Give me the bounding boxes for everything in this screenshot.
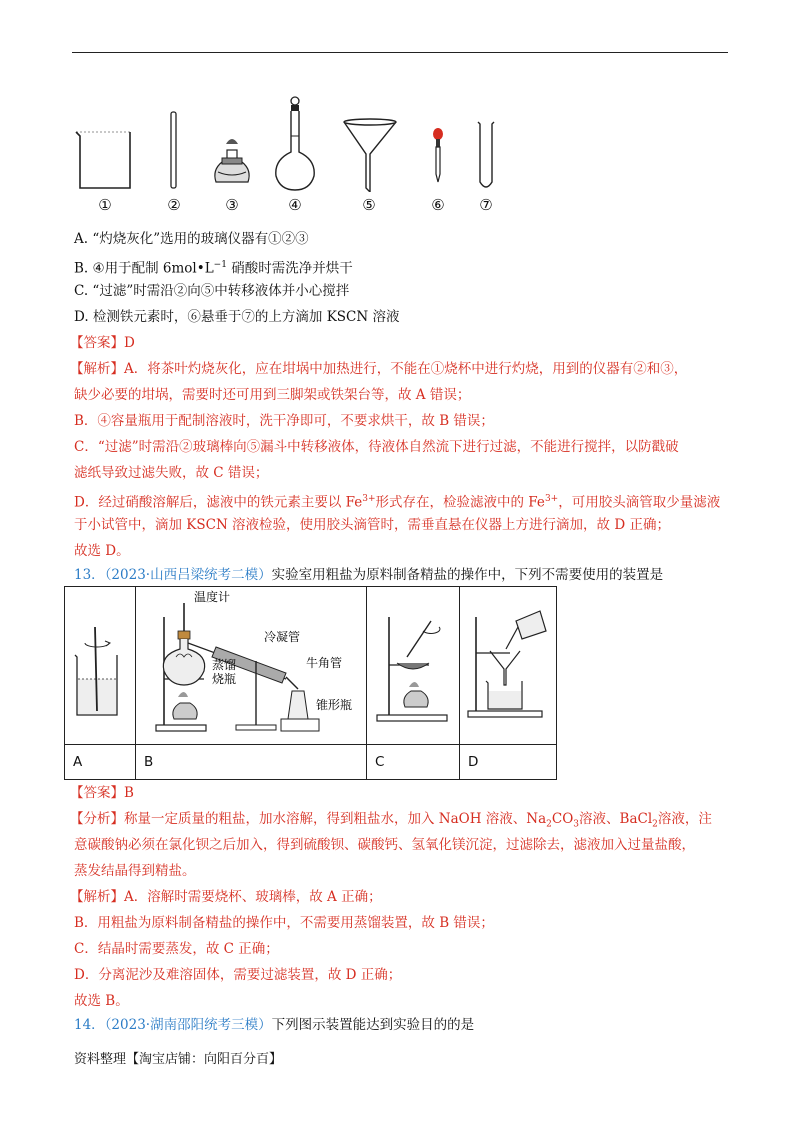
q12-analysis-2: 缺少必要的坩埚，需要时还可用到三脚架或铁架台等，故 A 错误； [74,387,471,403]
q13-fenxi-1: 【分析】称量一定质量的粗盐，加水溶解，得到粗盐水，加入 NaOH 溶液、$Na_2CO_3$溶液、BaCl$_2$溶液，注 [70,811,712,830]
apparatus-row [70,92,530,222]
label-5: ⑤ [362,196,376,214]
q14-stem: 14．（2023·湖南邵阳统考三模）下列图示装置能达到实验目的的是 [74,1017,475,1033]
label-3: ③ [225,196,239,214]
volumetric-flask-icon [270,92,320,192]
glass-rod-icon [164,92,184,192]
label-1: ① [98,196,112,214]
option-a-label: A [65,745,136,780]
q13-analysis-2: B．用粗盐为原料制备精盐的操作中，不需要用蒸馏装置，故 B 错误； [74,915,494,931]
beaker-icon [70,92,140,192]
q13-answer: 【答案】B [70,785,134,801]
label-6: ⑥ [431,196,445,214]
q12-analysis-6: D．经过硝酸溶解后，滤液中的铁元素主要以 $Fe^{3+}$形式存在，检验滤液中的 $Fe^{3+}$，可用胶头滴管取少量滤液 [74,494,721,511]
q13-analysis-4: D．分离泥沙及难溶固体，需要过滤装置，故 D 正确； [74,967,402,983]
funnel-icon [342,92,398,192]
option-d-label: D [460,745,557,780]
label-4: ④ [288,196,302,214]
dissolving-apparatus-icon [65,587,135,744]
q12-option-d: D. 检测铁元素时，⑥悬垂于⑦的上方滴加 KSCN 溶液 [74,309,400,325]
q12-answer: 【答案】D [70,335,135,351]
label-2: ② [167,196,181,214]
label-flask-1: 蒸馏 [212,658,237,672]
label-condenser: 冷凝管 [264,630,301,644]
q12-analysis-3: B．④容量瓶用于配制溶液时，洗干净即可，不要求烘干，故 B 错误； [74,413,494,429]
q12-option-a: A. “灼烧灰化”选用的玻璃仪器有①②③ [74,231,309,247]
option-c-label: C [367,745,460,780]
label-7: ⑦ [479,196,493,214]
label-adapter: 牛角管 [306,656,343,670]
q12-option-c: C. “过滤”时需沿②向⑤中转移液体并小心搅拌 [74,283,350,299]
option-b-label: B [136,745,367,780]
dropper-icon [426,92,450,192]
q13-stem: 13．（2023·山西吕梁统考二模）实验室用粗盐为原料制备精盐的操作中，下列不需要使用的装置是 [74,567,664,583]
distillation-apparatus-icon [136,587,366,744]
filtration-apparatus-icon [460,587,556,744]
q13-conclusion: 故选 B。 [74,993,129,1009]
q12-analysis-5: 滤纸导致过滤失败，故 C 错误； [74,465,269,481]
q13-fenxi-2: 意碳酸钠必须在氯化钡之后加入，得到硫酸钡、碳酸钙、氢氧化镁沉淀，过滤除去，滤液加入过量盐酸， [74,837,695,853]
header-rule [72,52,728,53]
label-conical-flask: 锥形瓶 [316,698,353,712]
q12-analysis-7: 于小试管中，滴加 KSCN 溶液检验，使用胶头滴管时，需垂直悬在仪器上方进行滴加，故 D 正确； [74,517,670,533]
q13-apparatus-table [64,586,557,780]
footer-note: 资料整理【淘宝店铺：向阳百分百】 [74,1052,283,1067]
alcohol-lamp-icon [210,92,254,192]
q13-fenxi-3: 蒸发结晶得到精盐。 [74,863,196,879]
q12-conclusion: 故选 D。 [74,543,130,559]
evaporation-apparatus-icon [367,587,459,744]
q12-analysis-1: 【解析】A．将茶叶灼烧灰化，应在坩埚中加热进行，不能在①烧杯中进行灼烧，用到的仪器有②和③， [70,361,688,377]
label-thermometer: 温度计 [194,590,231,604]
test-tube-icon [474,92,498,192]
label-flask-2: 烧瓶 [212,672,237,686]
q12-analysis-4: C．“过滤”时需沿②玻璃棒向⑤漏斗中转移液体，待液体自然流下进行过滤，不能进行搅拌，以防戳破 [74,439,679,455]
q13-analysis-3: C．结晶时需要蒸发，故 C 正确； [74,941,279,957]
q12-option-b: B. ④用于配制 $6mol•L^{-1}$ 硝酸时需洗净并烘干 [74,260,353,277]
q13-analysis-1: 【解析】A．溶解时需要烧杯、玻璃棒，故 A 正确； [70,889,382,905]
